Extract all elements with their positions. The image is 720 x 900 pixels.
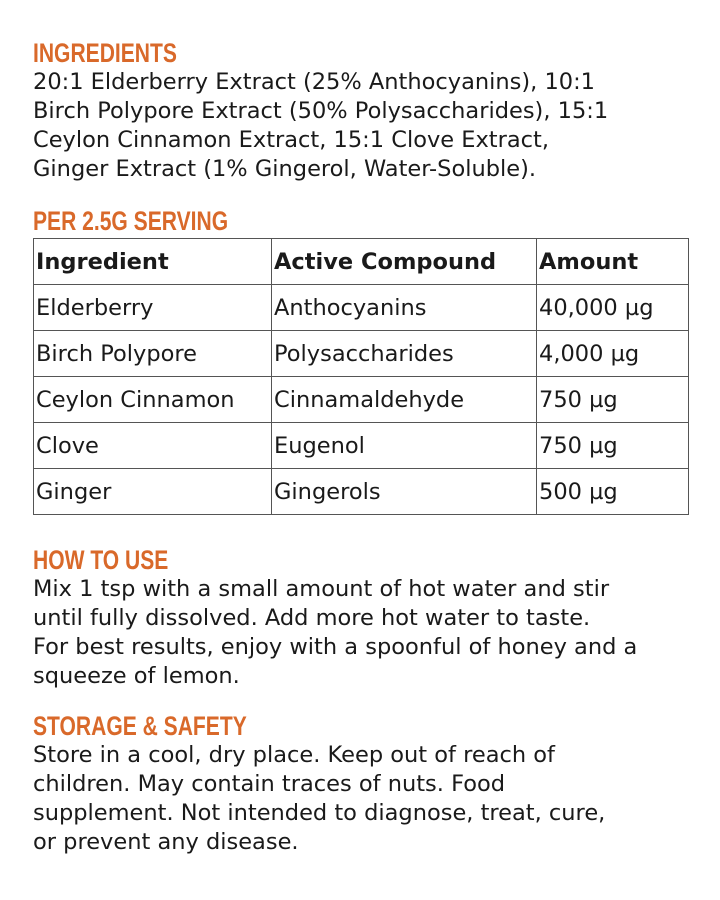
ingredient-cell: Ginger — [34, 469, 272, 515]
storage-safety-line: supplement. Not intended to diagnose, treat, cure, — [33, 800, 606, 826]
storage-safety-line: Store in a cool, dry place. Keep out of reach of — [33, 742, 555, 768]
table-row — [34, 423, 689, 469]
column-header-active-compound: Active Compound — [272, 239, 537, 285]
storage-safety-line: children. May contain traces of nuts. Food — [33, 771, 506, 797]
storage-safety-line: or prevent any disease. — [33, 829, 299, 855]
amount-cell: 750 µg — [537, 377, 689, 423]
serving-heading: PER 2.5G SERVING — [33, 206, 229, 236]
how-to-use-text — [33, 575, 693, 691]
ingredients-text — [33, 68, 693, 184]
storage-safety-section — [33, 711, 693, 857]
ingredients-line: Ceylon Cinnamon Extract, 15:1 Clove Extract, — [33, 127, 550, 153]
how-to-use-heading: HOW TO USE — [33, 545, 169, 575]
column-header-amount: Amount — [537, 239, 689, 285]
storage-safety-text — [33, 741, 693, 857]
ingredients-line: Ginger Extract (1% Gingerol, Water-Soluble). — [33, 156, 537, 182]
ingredient-cell: Birch Polypore — [34, 331, 272, 377]
serving-table — [33, 238, 689, 515]
how-to-use-section — [33, 545, 693, 691]
compound-cell: Cinnamaldehyde — [272, 377, 537, 423]
serving-section — [33, 206, 693, 515]
ingredients-section — [33, 38, 693, 184]
how-to-use-line: Mix 1 tsp with a small amount of hot water and stir — [33, 576, 610, 602]
compound-cell: Gingerols — [272, 469, 537, 515]
how-to-use-line: squeeze of lemon. — [33, 663, 240, 689]
table-row — [34, 285, 689, 331]
ingredients-heading: INGREDIENTS — [33, 38, 177, 68]
ingredients-line: 20:1 Elderberry Extract (25% Anthocyanins), 10:1 — [33, 69, 595, 95]
ingredient-cell: Ceylon Cinnamon — [34, 377, 272, 423]
storage-safety-heading: STORAGE & SAFETY — [33, 711, 247, 741]
how-to-use-line: For best results, enjoy with a spoonful of honey and a — [33, 634, 638, 660]
compound-cell: Polysaccharides — [272, 331, 537, 377]
compound-cell: Eugenol — [272, 423, 537, 469]
amount-cell: 750 µg — [537, 423, 689, 469]
table-row — [34, 469, 689, 515]
amount-cell: 500 µg — [537, 469, 689, 515]
table-header-row — [34, 239, 689, 285]
table-row — [34, 331, 689, 377]
amount-cell: 40,000 µg — [537, 285, 689, 331]
column-header-ingredient: Ingredient — [34, 239, 272, 285]
ingredients-line: Birch Polypore Extract (50% Polysaccharides), 15:1 — [33, 98, 609, 124]
compound-cell: Anthocyanins — [272, 285, 537, 331]
table-row — [34, 377, 689, 423]
how-to-use-line: until fully dissolved. Add more hot water to taste. — [33, 605, 591, 631]
ingredient-cell: Elderberry — [34, 285, 272, 331]
ingredient-cell: Clove — [34, 423, 272, 469]
label-page — [33, 38, 693, 857]
amount-cell: 4,000 µg — [537, 331, 689, 377]
